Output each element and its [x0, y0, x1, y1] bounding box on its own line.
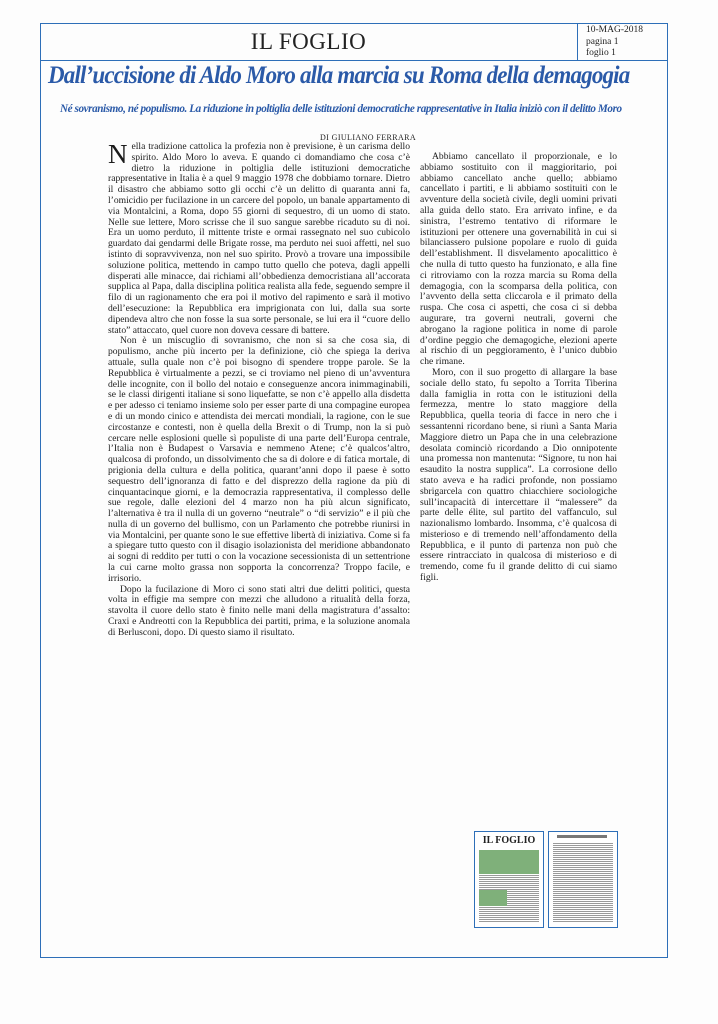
thumbnail-green-block: [479, 850, 539, 874]
thumbnail-masthead: IL FOGLIO: [482, 835, 536, 846]
clipping-header: [40, 23, 668, 61]
inner-page-thumbnail: [548, 831, 618, 928]
article-column-1: [108, 139, 410, 639]
article-column-2: [420, 152, 617, 584]
clipping-page: pagina 1: [586, 36, 619, 47]
paragraph: [108, 139, 410, 336]
paragraph: Moro, con il suo progetto di allargare la base sociale dello stato, fu sepolto a Torrita Tiberina dalla famiglia in rotta con le istituzioni della fermezza, mentre lo stato maggiore della Repubblica, quella teoria di facce in nero che i sessantenni ricordano bene, si riunì a Santa Maria Maggiore dietro un Papa che in una celebrazione desolata cominciò ricordando a Dio onnipotente una promessa non mantenuta: “Signore, tu non hai esaudito la nostra supplica”. La corrosione dello stato aveva e ha radici profonde, non possiamo sbrigarcela con quattro chiacchiere sociologiche sull’incapacità di intercettare il “malessere” da parte delle élite, sul partito del vaffanculo, sul nazionalismo lombardo. Insomma, c’è qualcosa di misterioso e di tremendo nell’affondamento della Repubblica, e il punto di partenza non può che essere rintracciato in qualcosa di misterioso e di tremendo, come fu il grande delitto di cui siamo figli.: [420, 366, 617, 584]
front-page-thumbnail: [474, 831, 544, 928]
drop-cap: N: [108, 139, 128, 169]
clipping-sheet: foglio 1: [586, 48, 616, 58]
thumbnail-header-bar: [557, 835, 607, 838]
clipping-date: 10-MAG-2018: [586, 25, 643, 35]
paragraph: Dopo la fucilazione di Moro ci sono stati altri due delitti politici, questa volta in effigie ma sempre con mezzi che alludono a ritualità della forza, stavolta il cuore dello stato è finito nelle mani della magistratura d’assalto: Craxi e Andreotti con la Repubblica dei partiti, prima, e la soluzione anomala di Berlusconi, dopo. Di questo siamo il risultato.: [108, 583, 410, 638]
masthead-title: IL FOGLIO: [250, 29, 367, 54]
article-headline: Dall’uccisione di Aldo Moro alla marcia su Roma della demagogia: [48, 62, 630, 89]
thumbnail-text-lines: [553, 842, 613, 923]
paragraph: Abbiamo cancellato il proporzionale, e lo abbiamo sostituito con il maggioritario, poi abbiamo cancellato anche quello; abbiamo cancellato i partiti, e li abbiamo sostituiti con le avventure della società civile, degli uomini privati alla guida dello stato. Era arrivato infine, e da sinistra, l’estremo tentativo di riformare le istituzioni per ottenere una governabilità in cui si bilanciassero pulsione popolare e ruolo di guida dell’establishment. Il disvelamento apocalittico è che nulla di tutto questo ha funzionato, e alla fine ci ritroviamo con la rozza marcia su Roma della demagogia, con la scomparsa della politica, con l’avvento della setta cliccarola e il primato della ruspa. Che cosa ci aspetti, che cosa ci si debba augurare, tra governi neutrali, governi che abrogano la ragione politica in nome di parole d’ordine peggio che demagogiche, elezioni aperte al rischio di un peggioramento, è l’unico dubbio che rimane.: [420, 151, 617, 368]
article-byline: DI GIULIANO FERRARA: [320, 133, 417, 142]
thumbnail-green-box: [479, 890, 507, 906]
paragraph-text: ella tradizione cattolica la profezia non è previsione, è un carisma dello spirito. Aldo Moro lo aveva. E quando ci domandiamo che cosa c’è dietro la riduzione in poltiglia delle istituzioni democratiche rappresentative in Italia è a quel 9 maggio 1978 che dobbiamo tornare. Dietro il disastro che abbiamo sotto gli occhi c’è un delitto di quaranta anni fa, l’omicidio per fucilazione in un carcere del popolo, un banale appartamento di via Montalcini, a Roma, dopo 55 giorni di sequestro, di un uomo di stato. Nelle sue lettere, Moro scrisse che il suo sangue sarebbe ricaduto su di noi. Era un uomo perduto, il mittente triste e ormai rassegnato nel suo cubicolo guardato dai gendarmi delle Brigate rosse, ma perduto nei suoi affetti, nel suo istinto di sopravvivenza, non nel suo spirito. Provò a trovare una impossibile soluzione politica, mettendo in campo tutto quello che poteva, dagli appelli disperati alle minacce, dai richiami all’obbedienza democristiana all’accorata supplica al Papa, dalla disciplina politica realista alla fede, seguendo sempre il filo di un ragionamento che era poi il motivo del rapimento e sarà il motivo dell’esecuzione: la Repubblica era imprigionata con lui, dalla sua sorte dipendeva altro che non fosse la sua sorte personale, se lui era il “cuore dello stato” attaccato, quel cuore non doveva cessare di battere.: [108, 141, 410, 336]
paragraph: Non è un miscuglio di sovranismo, che non si sa che cosa sia, di populismo, anche più incerto per la definizione, ciò che spiega la deriva attuale, sulla quale non c’è poi bisogno di spendere troppe parole. Se la Repubblica è virtualmente a pezzi, se ci troviamo nel pieno di un’avventura delle incognite, con il bollo del notaio e conseguenze ancora inimmaginabili, se le classi dirigenti italiane si sono liquefatte, se non c’è appello alla disdetta e per adesso ci teniamo insieme solo per esser parte di una compagine europea e di un mondo cinico e attendista dei mercati mondiali, la ragione, con le sue circostanze e contesti, non è quella della Brexit o di Trump, non la si può cercare nelle esplosioni quelle sì populiste di una parte dell’Europa centrale, l’Italia non è Budapest o Varsavia e nemmeno Atene; c’è qualcos’altro, qualcosa di profondo, un dissolvimento che sa di dolore e di fatica mortale, di prigionia della cultura e della politica, quarant’anni dopo il paese è sotto sequestro dell’ignoranza di fatto e del disprezzo della ragione da più di cinquantacinque giorni, e la democrazia rappresentativa, il complesso delle sue regole, dalle elezioni del 4 marzo non ha più alcun significato, l’alternativa è tra il nulla di un governo “neutrale” o “di servizio” e il più che nulla di un governo del bullismo, con un Parlamento che potrebbe riunirsi in via Montalcini, per quante sono le sue effettive libertà di iniziativa. Come si fa a spiegare tutto questo con il disagio isolazionista del meridione abbandonato ai sogni di reddito per tutti o con la vocazione secessionista di un settentrione la cui carne molto grassa non sopporta la concorrenza? Troppo facile, e irrisorio.: [108, 335, 410, 584]
masthead: [40, 23, 578, 61]
clipping-meta: [586, 25, 666, 60]
article-subhead: Né sovranismo, né populismo. La riduzione in poltiglia delle istituzioni democratiche rappresentative in Italia iniziò con il delitto Moro: [60, 101, 622, 115]
